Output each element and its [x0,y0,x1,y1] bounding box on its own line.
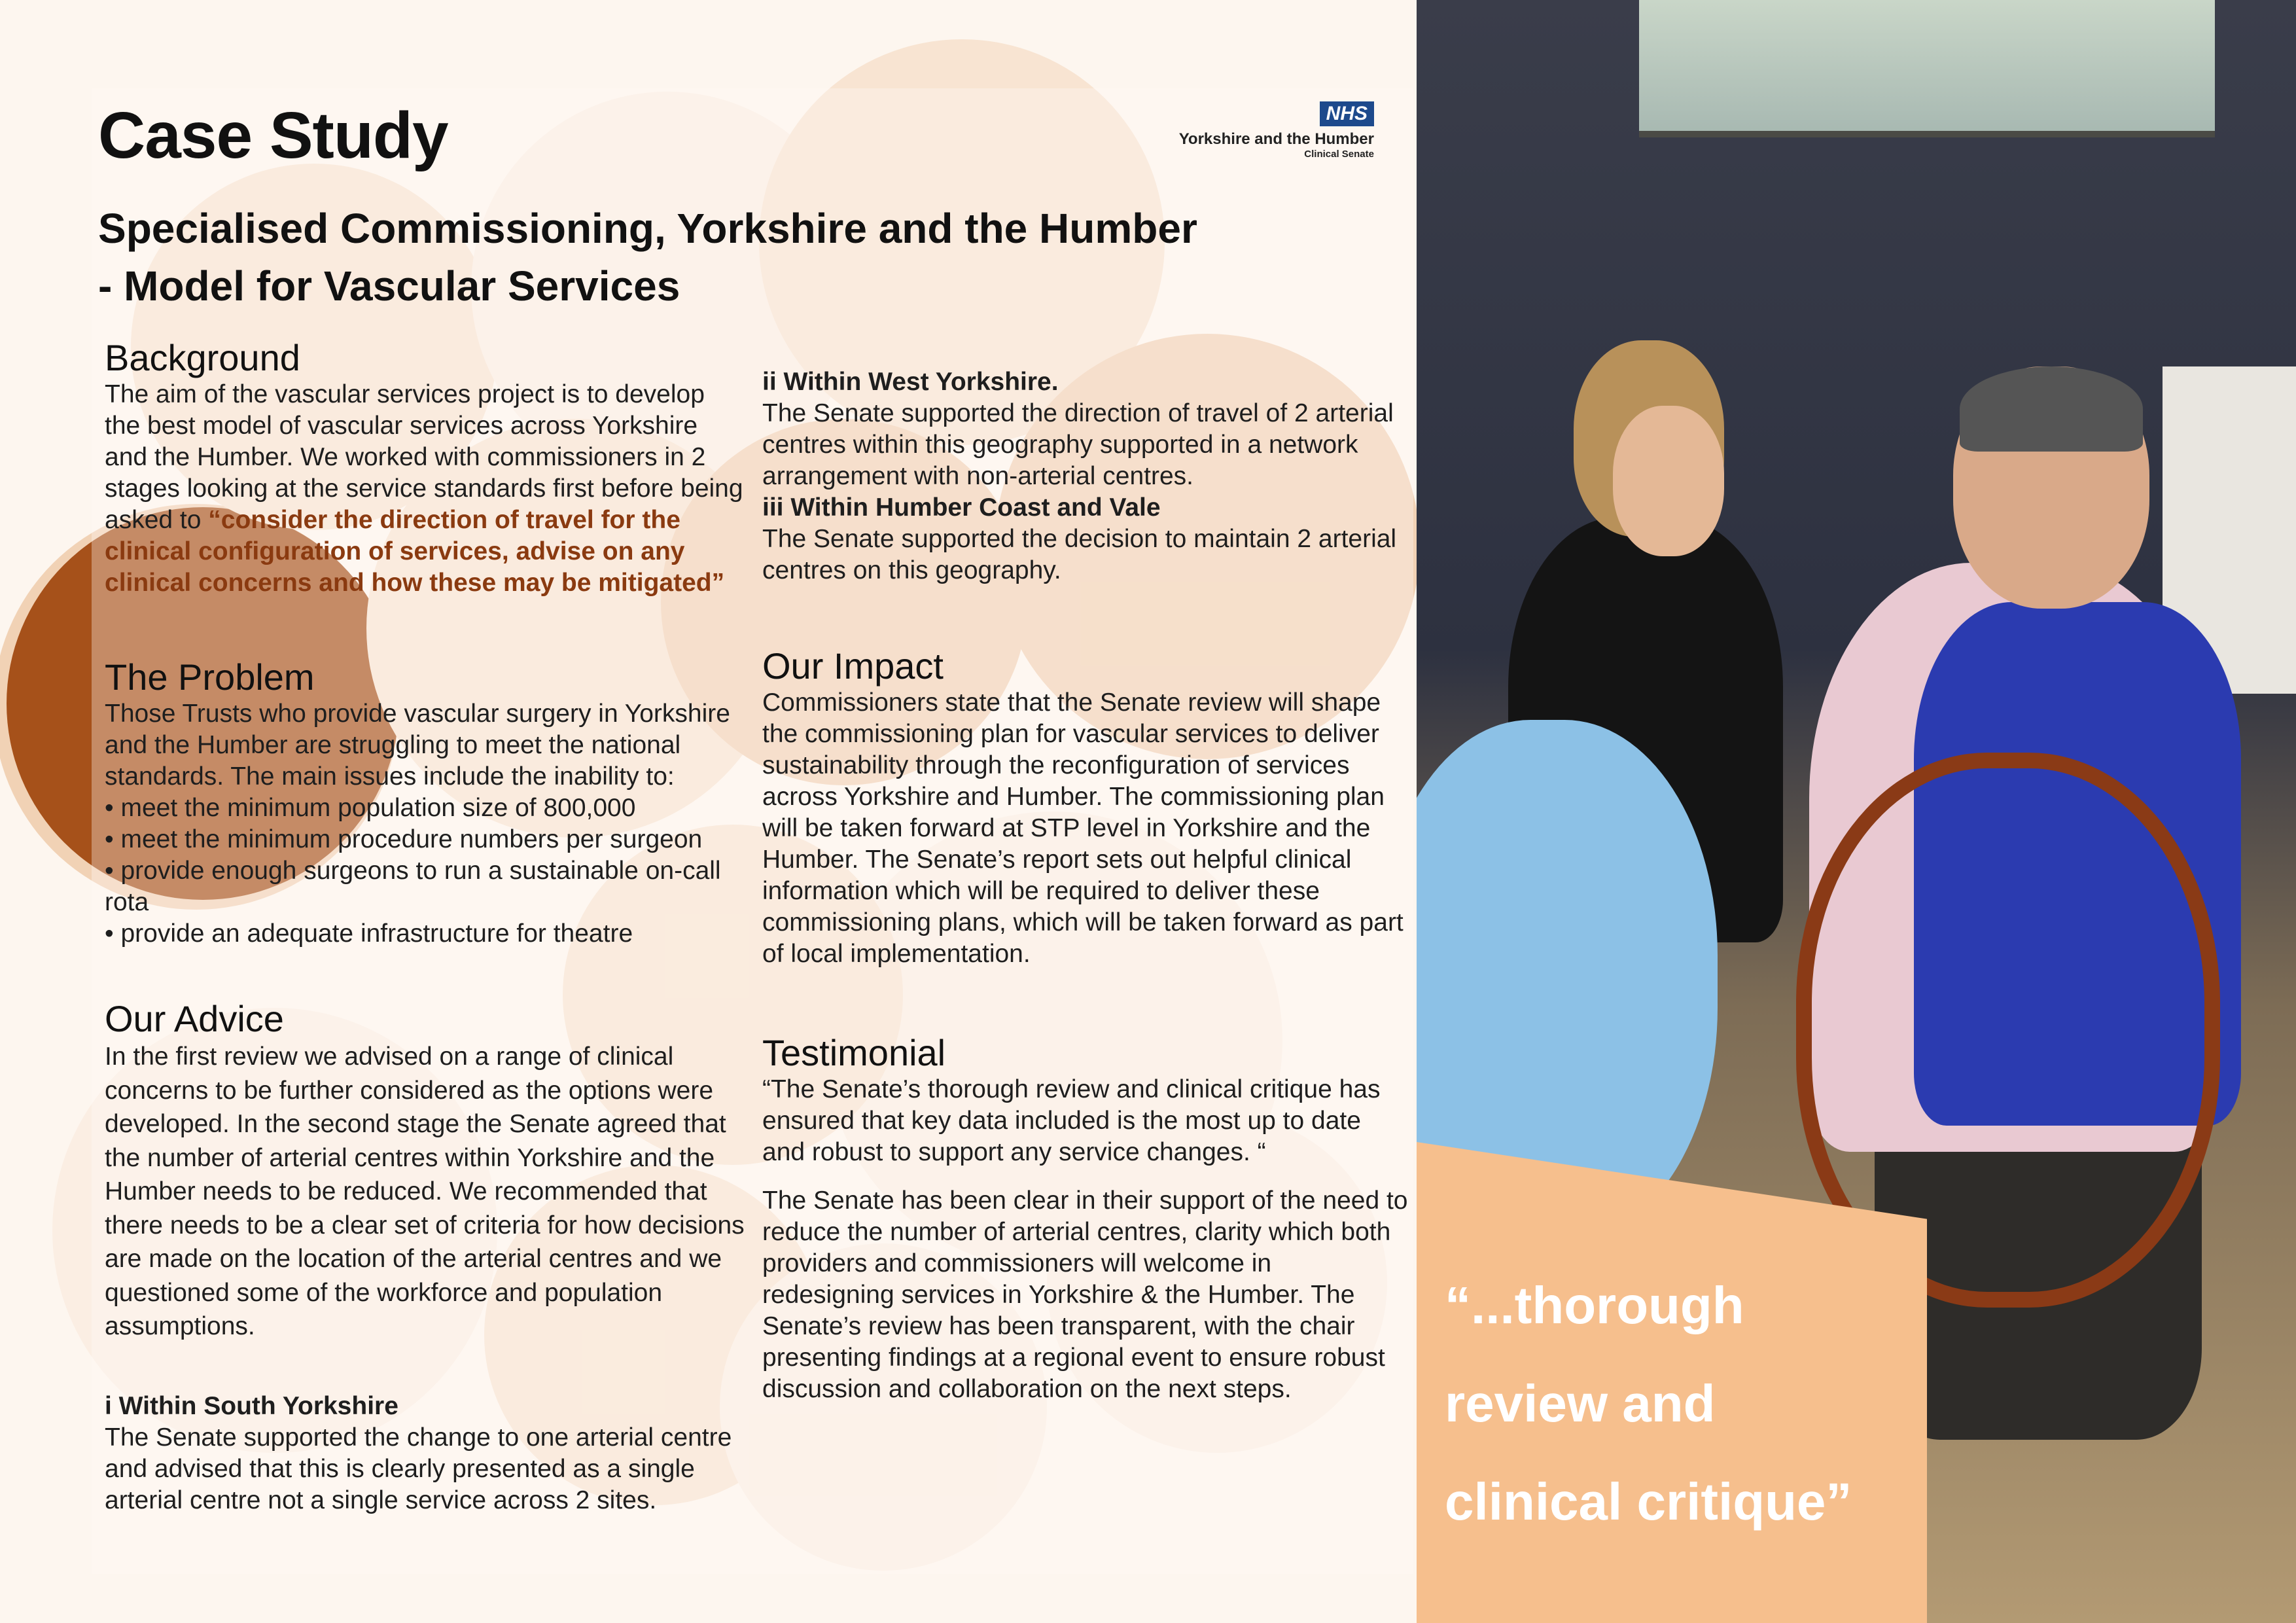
photo-man-hair [1960,366,2143,452]
testimonial-text: The Senate has been clear in their support of the need to reduce the number of arterial centres, clarity which both providers and commissioners will welcome in redesigning services in Yorkshire & the Humber. The Senate’s review has been transparent, with the chair presenting findings at a regional event to ensure robust discussion and collaboration on the next steps. [762,1186,1408,1403]
right-column [762,335,1410,1405]
background-text [105,379,746,599]
photo-woman-face [1613,406,1724,556]
humber-text: The Senate supported the decision to maintain 2 arterial centres on this geography. [762,525,1397,584]
impact-heading: Our Impact [762,645,944,687]
logo-subtitle: Clinical Senate [1304,149,1374,160]
background-heading: Background [105,337,300,378]
south-yorkshire-text: The Senate supported the change to one arterial centre and advised that this is clearly presented as a single arterial centre not a single service across 2 sites. [105,1423,732,1514]
problem-bullet: • meet the minimum procedure numbers per surgeon [105,825,703,853]
logo-organisation: Yorkshire and the Humber [1178,130,1374,148]
pull-quote-line: “...thorough [1445,1276,1744,1334]
problem-text: Those Trusts who provide vascular surgery in Yorkshire and the Humber are struggling to meet the national standards. The main issues include the inability to: [105,700,730,791]
subtitle-line-1: Specialised Commissioning, Yorkshire and the Humber [98,205,1197,252]
pull-quote [1445,1257,1916,1551]
testimonial-heading: Testimonial [762,1032,946,1073]
pull-quote-line: clinical critique” [1445,1472,1852,1531]
nhs-badge: NHS [1320,101,1374,126]
nhs-logo [1171,101,1374,160]
page-subtitle [98,200,1197,315]
projector-screen [1639,0,2215,137]
advice-text: In the first review we advised on a range of clinical concerns to be further considered as the options were developed. In the second stage the Senate agreed that the number of arterial centres within Yorkshire and the Humber needs to be reduced. We recommended that there needs to be a clear set of criteria for how decisions are made on the location of the arterial centres and we questioned some of the workforce and population assumptions. [105,1043,745,1340]
west-yorkshire-heading: ii Within West Yorkshire. [762,368,1059,396]
impact-text: Commissioners state that the Senate review will shape the commissioning plan for vascular services to deliver sustainability through the reconfiguration of services across Yorkshire and Humber. The commissioning plan will be taken forward at STP level in Yorkshire and the Humber. The Senate’s report sets out helpful clinical information which will be required to deliver these commissioning plans, which will be taken forward as part of local implementation. [762,688,1404,968]
west-yorkshire-text: The Senate supported the direction of travel of 2 arterial centres within this geography supported in a network arrangement with non-arterial centres. [762,399,1394,490]
problem-bullet: • provide enough surgeons to run a sustainable on-call rota [105,857,721,916]
pull-quote-line: review and [1445,1374,1716,1433]
background-body: The aim of the vascular services project is to develop the best model of vascular services across Yorkshire and the Humber. We worked with commissioners in 2 stages looking at the service standards first before being asked to [105,380,743,534]
humber-heading: iii Within Humber Coast and Vale [762,493,1161,522]
problem-heading: The Problem [105,656,315,698]
background-highlight-quote: “consider the direction of travel for the clinical configuration of services, advise on any clinical concerns and how these may be mitigated” [105,506,725,597]
testimonial-quote: “The Senate’s thorough review and clinical critique has ensured that key data included is the most up to date and robust to support any service changes. “ [762,1075,1381,1166]
problem-bullet: • provide an adequate infrastructure for theatre [105,919,633,948]
subtitle-line-2: - Model for Vascular Services [98,262,680,310]
page-title: Case Study [98,99,448,172]
advice-heading: Our Advice [105,998,284,1039]
south-yorkshire-heading: i Within South Yorkshire [105,1391,398,1420]
left-column [105,337,746,1516]
problem-bullet: • meet the minimum population size of 800,000 [105,794,636,822]
